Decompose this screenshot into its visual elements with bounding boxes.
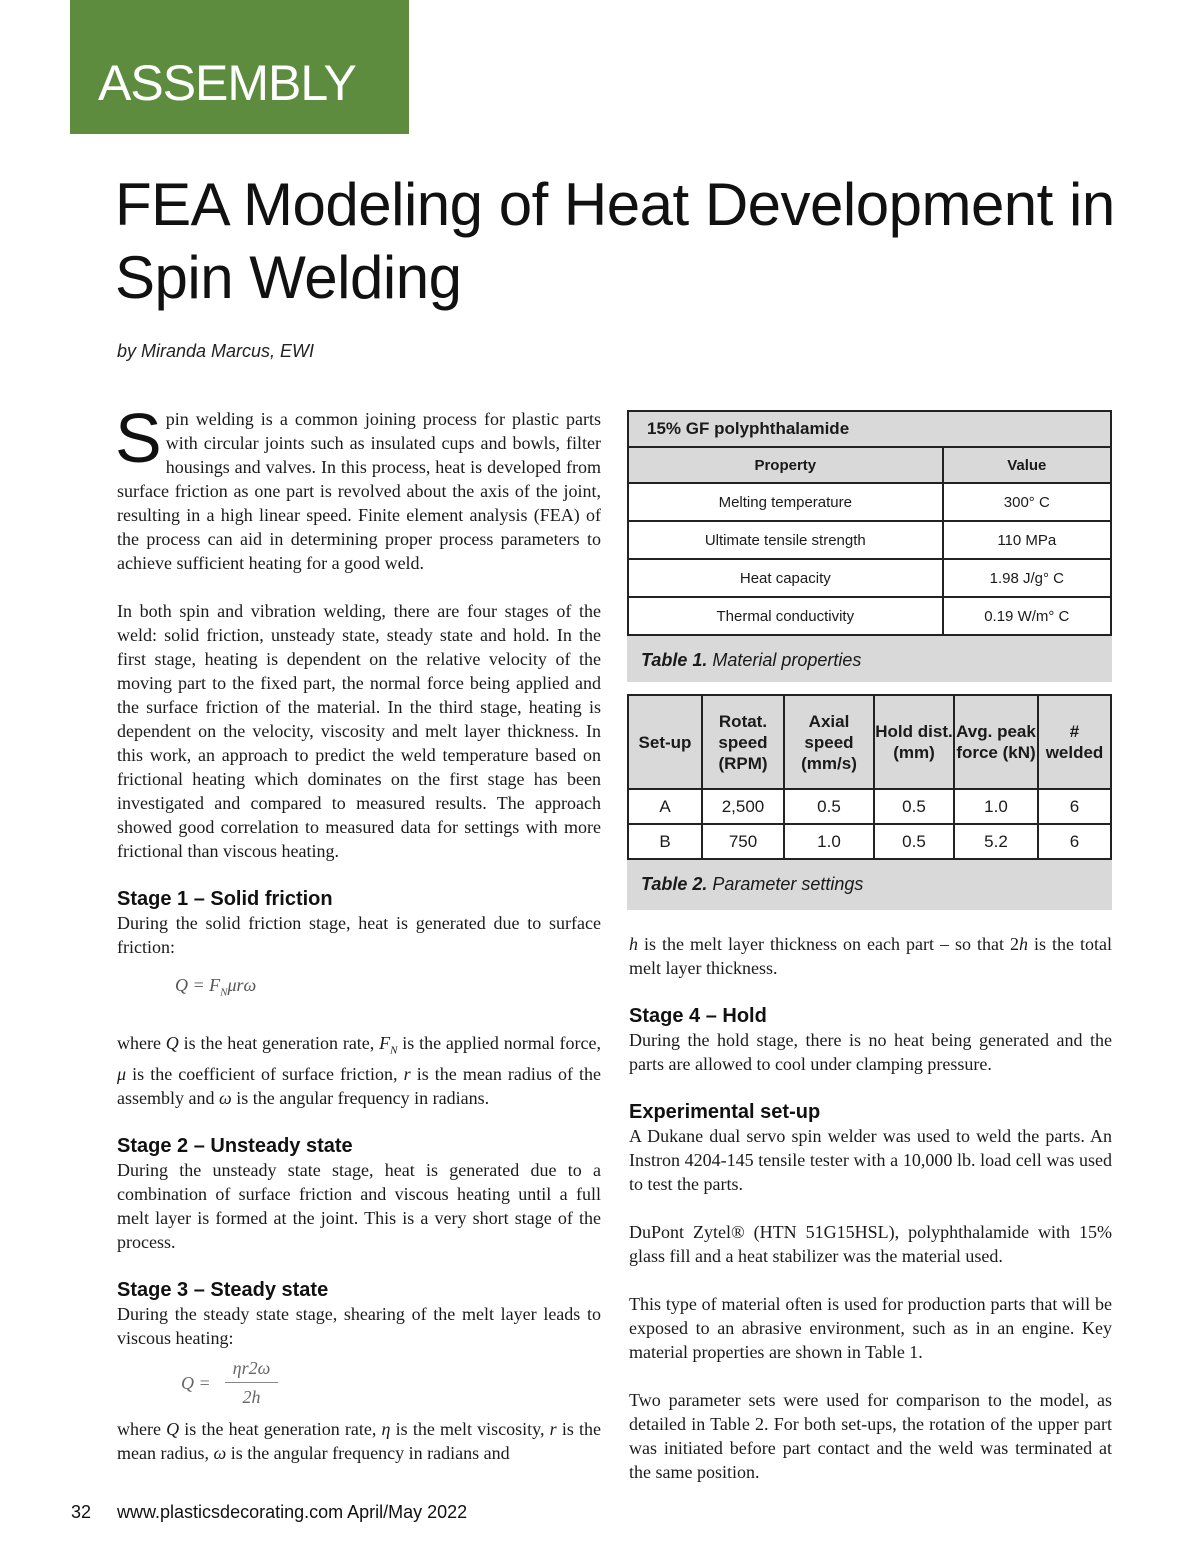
article-title: FEA Modeling of Heat Development in Spin Welding	[115, 171, 1115, 311]
intro-paragraph-1	[115, 399, 601, 575]
section-banner	[70, 0, 409, 134]
stage1-after: where Q is the heat generation rate, $F_N$ is the applied normal force, μ is the coefficient of surface friction, r is the mean radius of the assembly and ω is the angular frequency in radians.	[117, 1032, 601, 1109]
stage2-heading: Stage 2 – Unsteady state	[117, 1135, 353, 1158]
table1-box	[627, 410, 1112, 682]
stage3-heading: Stage 3 – Steady state	[117, 1279, 329, 1302]
stage4-heading: Stage 4 – Hold	[629, 1005, 767, 1027]
table-cell: 1.0	[954, 789, 1038, 824]
parameter-settings-table	[627, 694, 1112, 860]
formula-lhs: Q =	[181, 1372, 211, 1393]
right-column	[629, 932, 1112, 1484]
stage1-heading: Stage 1 – Solid friction	[117, 888, 333, 910]
table-row	[628, 559, 1111, 597]
stage3-formula	[181, 1356, 601, 1409]
table-row	[628, 824, 1111, 859]
table-cell: Ultimate tensile strength	[628, 521, 943, 559]
table1-header-property: Property	[628, 447, 943, 483]
table-cell: 0.5	[874, 824, 954, 859]
table-cell: 0.19 W/m° C	[943, 597, 1111, 635]
table1-header-value: Value	[943, 447, 1111, 483]
table2-box	[627, 694, 1112, 910]
table1-material: 15% GF polyphthalamide	[628, 411, 1111, 447]
table2-header: Rotat. speed (RPM)	[702, 695, 784, 789]
table-cell: 6	[1038, 824, 1111, 859]
table-cell: 6	[1038, 789, 1111, 824]
stage3-after: where Q is the heat generation rate, η is the melt viscosity, r is the mean radius, ω is the angular frequency in radians and	[117, 1419, 601, 1464]
table-cell: Heat capacity	[628, 559, 943, 597]
table-cell: A	[628, 789, 702, 824]
table-cell: Thermal conductivity	[628, 597, 943, 635]
stage4-text: During the hold stage, there is no heat being generated and the parts are allowed to cool under clamping pressure.	[629, 1030, 1112, 1074]
table2-header: Hold dist. (mm)	[874, 695, 954, 789]
table-cell: 1.0	[784, 824, 874, 859]
formula-numerator: ηr2ω	[225, 1356, 279, 1383]
table2-caption-label: Table 2.	[641, 874, 708, 894]
formula-denominator: 2h	[242, 1387, 261, 1408]
table-row	[628, 483, 1111, 521]
byline: by Miranda Marcus, EWI	[117, 341, 315, 361]
material-properties-table	[627, 410, 1112, 636]
table-cell: 750	[702, 824, 784, 859]
table2-header: Set-up	[628, 695, 702, 789]
intro-paragraph-2: In both spin and vibration welding, there are four stages of the weld: solid friction, unsteady state, steady state and hold. In the first stage, heating is dependent on the relative velocity of the moving part to the fixed part, the normal force being applied and the surface friction of the material. In the third stage, heating is dependent on the velocity, viscosity and melt layer thickness. In this work, an approach to predict the weld temperature based on frictional heating which dominates on the first stage has been investigated and compared to measured results. The approach showed good correlation to measured data for settings with more frictional than viscous heating.	[117, 601, 601, 861]
stage1-formula: $Q = F_N\mu r\omega$	[175, 975, 257, 999]
table1-caption	[627, 650, 1112, 670]
page-number: 32	[71, 1502, 92, 1522]
table-cell: B	[628, 824, 702, 859]
table-row	[628, 597, 1111, 635]
table-cell: 1.98 J/g° C	[943, 559, 1111, 597]
table1-caption-label: Table 1.	[641, 650, 708, 670]
table-cell: 300° C	[943, 483, 1111, 521]
table-cell: 2,500	[702, 789, 784, 824]
table-cell: 110 MPa	[943, 521, 1111, 559]
stage3-continuation: h is the melt layer thickness on each part – so that 2h is the total melt layer thickness.	[629, 934, 1112, 978]
left-column	[115, 399, 601, 1465]
stage3-text: During the steady state stage, shearing of the melt layer leads to viscous heating:	[117, 1304, 601, 1349]
table-cell: 0.5	[874, 789, 954, 824]
section-label: ASSEMBLY	[98, 55, 356, 111]
page-footer	[71, 1502, 467, 1523]
experimental-heading: Experimental set-up	[629, 1101, 821, 1123]
experimental-paragraph-1: A Dukane dual servo spin welder was used to weld the parts. An Instron 4204-145 tensile tester with a 10,000 lb. load cell was used to test the parts.	[629, 1126, 1112, 1194]
table2-caption	[627, 874, 1112, 894]
table2-header: # welded	[1038, 695, 1111, 789]
table-cell: 0.5	[784, 789, 874, 824]
experimental-paragraph-4: Two parameter sets were used for comparison to the model, as detailed in Table 2. For both set-ups, the rotation of the upper part was initiated before part contact and the weld was terminated at the same position.	[629, 1390, 1112, 1482]
table-row	[628, 521, 1111, 559]
table2-caption-text: Parameter settings	[707, 874, 864, 894]
footer-text: www.plasticsdecorating.com April/May 2022	[117, 1502, 468, 1522]
drop-cap: S	[115, 399, 162, 477]
table2-header: Avg. peak force (kN)	[954, 695, 1038, 789]
table-cell: Melting temperature	[628, 483, 943, 521]
table2-header: Axial speed (mm/s)	[784, 695, 874, 789]
stage2-text: During the unsteady state stage, heat is generated due to a combination of surface friction and viscous heating until a full melt layer is formed at the joint. This is a very short stage of the process.	[117, 1160, 601, 1253]
experimental-paragraph-2: DuPont Zytel® (HTN 51G15HSL), polyphthalamide with 15% glass fill and a heat stabilizer was the material used.	[629, 1222, 1112, 1266]
stage1-text: During the solid friction stage, heat is generated due to surface friction:	[117, 913, 601, 957]
experimental-paragraph-3: This type of material often is used for production parts that will be exposed to an abrasive environment, such as in an engine. Key material properties are shown in Table 1.	[629, 1294, 1112, 1362]
table-cell: 5.2	[954, 824, 1038, 859]
table1-caption-text: Material properties	[707, 650, 862, 670]
table-row	[628, 789, 1111, 824]
intro-text-1: pin welding is a common joining process for plastic parts with circular joints such as insulated cups and bowls, filter housings and valves. In this process, heat is developed from surface friction as one part is revolved about the axis of the joint, resulting in a high linear speed. Finite element analysis (FEA) of the process can aid in determining proper process parameters to achieve sufficient heating for a good weld.	[117, 409, 601, 573]
